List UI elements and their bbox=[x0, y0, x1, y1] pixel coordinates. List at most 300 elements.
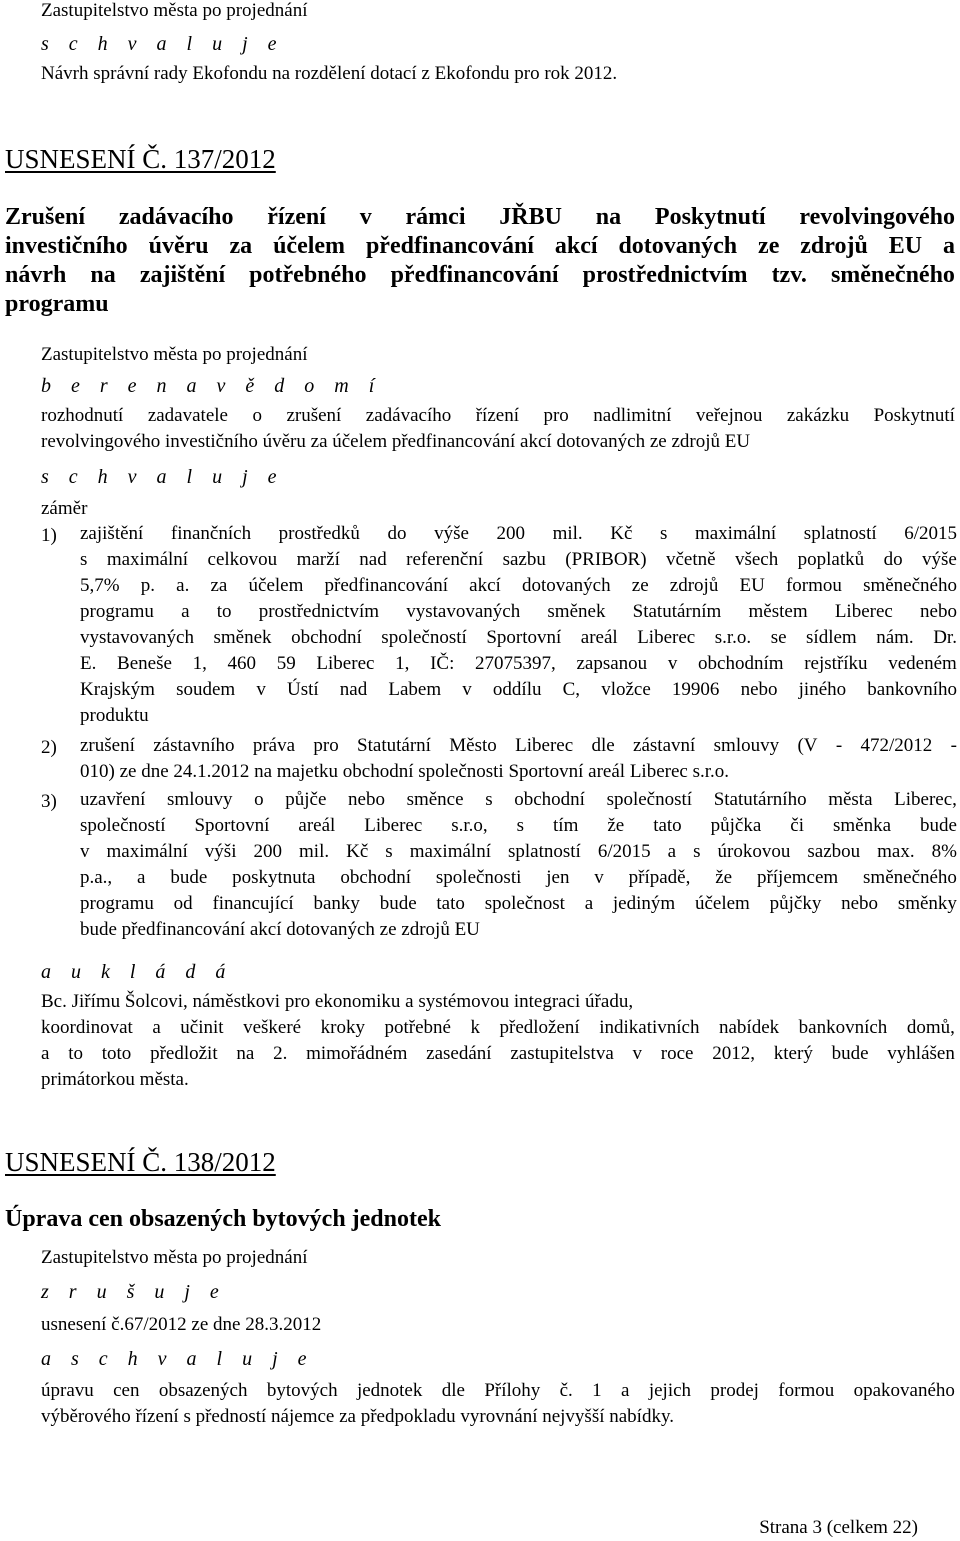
word: že bbox=[715, 867, 733, 888]
text-line bbox=[80, 547, 957, 573]
word: směnek bbox=[213, 627, 272, 648]
word: s bbox=[385, 841, 393, 862]
text-line bbox=[80, 599, 957, 625]
word: v bbox=[359, 204, 372, 230]
word: uzavření bbox=[80, 789, 146, 810]
word: s bbox=[80, 549, 88, 570]
word: Kč bbox=[610, 523, 633, 544]
word: IČ: bbox=[430, 653, 455, 674]
word: návrh bbox=[5, 262, 67, 288]
word: areál bbox=[298, 815, 336, 836]
word: splatností bbox=[508, 841, 581, 862]
word: směnek bbox=[547, 601, 606, 622]
text-line bbox=[80, 891, 957, 917]
word: předfinancování bbox=[324, 575, 448, 596]
word: zástavní bbox=[633, 735, 696, 756]
resolution-title-line bbox=[5, 203, 955, 232]
word: učinit bbox=[180, 1017, 224, 1038]
word: domů, bbox=[906, 1017, 955, 1038]
word: dotovaných bbox=[521, 575, 611, 596]
word: 472/2012 bbox=[860, 735, 933, 756]
word: programu bbox=[80, 893, 154, 914]
approved-proposal: Návrh správní rady Ekofondu na rozdělení dotací z Ekofondu pro rok 2012. bbox=[41, 63, 618, 84]
word: účelem bbox=[694, 893, 750, 914]
text-line: Bc. Jiřímu Šolcovi, náměstkovi pro ekonomiku a systémovou integraci úřadu, bbox=[41, 991, 634, 1012]
word: zakázku bbox=[786, 405, 850, 426]
word: potřebné bbox=[384, 1017, 451, 1038]
word: max. bbox=[877, 841, 915, 862]
text-line: revolvingového investičního úvěru za účelem předfinancování akcí dotovaných ze zdrojů EU bbox=[41, 431, 751, 452]
word: v bbox=[667, 653, 678, 674]
item-number: 1) bbox=[41, 525, 57, 546]
word: 2012, bbox=[712, 1043, 756, 1064]
word: výše bbox=[922, 549, 957, 570]
approval-text bbox=[41, 1378, 955, 1430]
word: kroky bbox=[320, 1017, 365, 1038]
verb-cancels: z r u š u j e bbox=[41, 1281, 227, 1303]
word: Liberec bbox=[637, 627, 696, 648]
word: úpravu bbox=[41, 1380, 94, 1401]
word: a bbox=[942, 233, 955, 259]
word: Statutární bbox=[357, 735, 431, 756]
word: případě, bbox=[628, 867, 691, 888]
word: toto bbox=[101, 1043, 132, 1064]
word: jen bbox=[546, 867, 570, 888]
intent-label: záměr bbox=[41, 498, 88, 519]
text-line: výběrového řízení s předností nájemce za předpokladu vyrovnání nejvyšší nabídky. bbox=[41, 1406, 674, 1427]
word: ze bbox=[758, 233, 780, 259]
word: banky bbox=[313, 893, 360, 914]
word: Liberec bbox=[515, 735, 574, 756]
word: ze bbox=[631, 575, 649, 596]
word: do bbox=[387, 523, 407, 544]
word: - bbox=[950, 735, 957, 756]
word: účelem bbox=[273, 233, 346, 259]
word: soudem bbox=[176, 679, 236, 700]
word: referenční bbox=[406, 549, 484, 570]
word: od bbox=[173, 893, 193, 914]
word: s bbox=[693, 841, 701, 862]
text-line bbox=[80, 677, 957, 703]
word: půjčka bbox=[710, 815, 762, 836]
item-text bbox=[80, 733, 957, 785]
word: p.a., bbox=[80, 867, 113, 888]
word: formou bbox=[778, 1380, 835, 1401]
word: financující bbox=[212, 893, 294, 914]
word: sazbu bbox=[502, 549, 546, 570]
word: 5,7% bbox=[80, 575, 120, 596]
word: rejstříku bbox=[804, 653, 868, 674]
word: rozhodnutí bbox=[41, 405, 124, 426]
word: města bbox=[828, 789, 873, 810]
word: opakovaného bbox=[853, 1380, 955, 1401]
page-number: Strana 3 (celkem 22) bbox=[759, 1517, 918, 1538]
word: bude bbox=[170, 867, 208, 888]
word: obsazených bbox=[158, 1380, 248, 1401]
word: vystavovaných bbox=[406, 601, 521, 622]
word: Zrušení bbox=[5, 204, 86, 230]
word: bude bbox=[831, 1043, 869, 1064]
taken-note-text bbox=[41, 403, 955, 455]
word: úvěru bbox=[148, 233, 209, 259]
word: tzv. bbox=[771, 262, 807, 288]
word: předfinancování bbox=[365, 233, 534, 259]
word: Kč bbox=[346, 841, 369, 862]
word: areál bbox=[580, 627, 618, 648]
text-line bbox=[80, 813, 957, 839]
word: revolvingového bbox=[799, 204, 955, 230]
word: směnce bbox=[406, 789, 464, 810]
word: roce bbox=[660, 1043, 694, 1064]
word: a. bbox=[176, 575, 190, 596]
text-line bbox=[41, 1041, 955, 1067]
verb-assigns: a u k l á d á bbox=[41, 961, 233, 983]
assignment-text bbox=[41, 989, 955, 1093]
resolution-title-line: programu bbox=[5, 291, 109, 317]
word: obchodní bbox=[291, 627, 362, 648]
council-intro: Zastupitelstvo města po projednání bbox=[41, 344, 308, 365]
word: s bbox=[659, 523, 668, 544]
word: směnečného bbox=[830, 262, 955, 288]
word: - bbox=[835, 735, 843, 756]
word: nadlimitní bbox=[593, 405, 672, 426]
word: za bbox=[229, 233, 253, 259]
word: o bbox=[252, 405, 262, 426]
word: Labem bbox=[388, 679, 442, 700]
word: Liberec bbox=[834, 601, 893, 622]
word: zadavatele bbox=[147, 405, 228, 426]
word: se bbox=[770, 627, 787, 648]
word: bankovního bbox=[867, 679, 957, 700]
word: oddílu bbox=[492, 679, 542, 700]
word: mimořádném bbox=[306, 1043, 408, 1064]
word: společnost bbox=[484, 893, 565, 914]
word: finančních bbox=[170, 523, 252, 544]
word: splatností bbox=[803, 523, 877, 544]
word: obchodní bbox=[340, 867, 412, 888]
word: Dr. bbox=[933, 627, 957, 648]
resolution-heading: USNESENÍ Č. 138/2012 bbox=[5, 1147, 276, 1177]
word: nad bbox=[339, 679, 368, 700]
verb-takes-note: b e r e n a v ě d o m í bbox=[41, 375, 382, 397]
word: a bbox=[137, 867, 146, 888]
word: nad bbox=[359, 549, 387, 570]
word: pro bbox=[313, 735, 339, 756]
word: řízení bbox=[475, 405, 519, 426]
word: 1, bbox=[395, 653, 410, 674]
word: 200 bbox=[496, 523, 525, 544]
word: bude bbox=[379, 893, 417, 914]
council-intro: Zastupitelstvo města po projednání bbox=[41, 1247, 308, 1268]
word: (V bbox=[797, 735, 818, 756]
word: či bbox=[790, 815, 804, 836]
word: 1 bbox=[592, 1380, 602, 1401]
word: maximální bbox=[694, 523, 777, 544]
cancelled-resolution: usnesení č.67/2012 ze dne 28.3.2012 bbox=[41, 1314, 322, 1335]
word: EU bbox=[888, 233, 923, 259]
word: na bbox=[236, 1043, 255, 1064]
word: směnky bbox=[897, 893, 957, 914]
item-number: 2) bbox=[41, 737, 57, 758]
word: Liberec bbox=[364, 815, 423, 836]
text-line: primátorkou města. bbox=[41, 1069, 189, 1090]
word: akcí bbox=[469, 575, 501, 596]
word: (PRIBOR) bbox=[565, 549, 647, 570]
word: tato bbox=[653, 815, 682, 836]
word: nebo bbox=[841, 893, 879, 914]
word: 6/2015 bbox=[597, 841, 651, 862]
resolution-title bbox=[5, 203, 955, 319]
word: obchodním bbox=[698, 653, 784, 674]
word: za bbox=[210, 575, 228, 596]
word: zajištění bbox=[139, 262, 226, 288]
word: indikativních bbox=[599, 1017, 700, 1038]
word: společností bbox=[606, 789, 693, 810]
word: k bbox=[470, 1017, 480, 1038]
verb-and-approves: a s c h v a l u j e bbox=[41, 1348, 315, 1370]
word: půjčky bbox=[769, 893, 822, 914]
word: EU bbox=[739, 575, 765, 596]
word: potřebného bbox=[249, 262, 367, 288]
word: Beneše bbox=[117, 653, 172, 674]
word: vyhlášen bbox=[887, 1043, 955, 1064]
word: mil. bbox=[299, 841, 330, 862]
word: 200 bbox=[253, 841, 282, 862]
word: v bbox=[594, 867, 604, 888]
text-line: bude předfinancování akcí dotovaných ze zdrojů EU bbox=[80, 919, 480, 940]
word: maximální bbox=[106, 549, 189, 570]
word: prostřednictvím bbox=[582, 262, 748, 288]
word: na bbox=[595, 204, 622, 230]
word: nám. bbox=[876, 627, 914, 648]
resolution-title-line bbox=[5, 232, 955, 261]
word: zastupitelstva bbox=[510, 1043, 614, 1064]
word: Sportovní bbox=[194, 815, 270, 836]
text-line: produktu bbox=[80, 705, 149, 726]
item-text bbox=[80, 787, 957, 943]
word: formou bbox=[785, 575, 842, 596]
word: Statutárního bbox=[713, 789, 807, 810]
word: městem bbox=[748, 601, 808, 622]
word: koordinovat bbox=[41, 1017, 133, 1038]
word: nebo bbox=[920, 601, 957, 622]
word: obchodní bbox=[514, 789, 585, 810]
word: mil. bbox=[552, 523, 583, 544]
word: p. bbox=[140, 575, 155, 596]
word: maximální bbox=[106, 841, 188, 862]
word: maximální bbox=[409, 841, 491, 862]
text-line bbox=[80, 839, 957, 865]
word: Město bbox=[449, 735, 497, 756]
word: sazbou bbox=[807, 841, 861, 862]
word: společností bbox=[381, 627, 467, 648]
word: cen bbox=[113, 1380, 140, 1401]
word: a bbox=[584, 893, 594, 914]
word: prostředků bbox=[278, 523, 360, 544]
word: jednotek bbox=[356, 1380, 423, 1401]
word: že bbox=[607, 815, 625, 836]
word: programu bbox=[80, 601, 154, 622]
word: společností bbox=[80, 815, 166, 836]
word: Sportovní bbox=[486, 627, 562, 648]
word: s bbox=[516, 815, 525, 836]
word: nabídek bbox=[718, 1017, 780, 1038]
word: zadávacího bbox=[118, 204, 234, 230]
word: akcí bbox=[554, 233, 598, 259]
word: zrušení bbox=[80, 735, 135, 756]
word: celkovou bbox=[207, 549, 278, 570]
resolution-heading: USNESENÍ Č. 137/2012 bbox=[5, 144, 276, 174]
word: smlouvy bbox=[167, 789, 233, 810]
word: společnosti bbox=[435, 867, 522, 888]
item-text bbox=[80, 521, 957, 729]
word: bude bbox=[919, 815, 957, 836]
word: rámci bbox=[405, 204, 466, 230]
word: zrušení bbox=[286, 405, 342, 426]
word: C, bbox=[562, 679, 581, 700]
word: 19906 bbox=[671, 679, 720, 700]
word: Ústí bbox=[286, 679, 319, 700]
word: zasedání bbox=[426, 1043, 492, 1064]
word: výši bbox=[204, 841, 237, 862]
text-line: 010) ze dne 24.1.2012 na majetku obchodní společnosti Sportovní areál Liberec s.r.o. bbox=[80, 761, 730, 782]
word: dle bbox=[441, 1380, 465, 1401]
word: včetně bbox=[665, 549, 716, 570]
word: jiného bbox=[798, 679, 847, 700]
word: poplatků bbox=[797, 549, 865, 570]
word: 59 bbox=[276, 653, 296, 674]
text-line bbox=[41, 1378, 955, 1404]
text-line bbox=[80, 865, 957, 891]
word: zdrojů bbox=[800, 233, 868, 259]
word: vložce bbox=[601, 679, 651, 700]
text-line bbox=[80, 787, 957, 813]
word: půjče bbox=[285, 789, 327, 810]
word: poskytnuta bbox=[232, 867, 316, 888]
word: 460 bbox=[227, 653, 257, 674]
word: zajištění bbox=[80, 523, 144, 544]
item-number: 3) bbox=[41, 791, 57, 812]
word: pro bbox=[543, 405, 569, 426]
word: 8% bbox=[931, 841, 957, 862]
word: investičního bbox=[5, 233, 128, 259]
word: v bbox=[462, 679, 472, 700]
word: s bbox=[485, 789, 493, 810]
verb-approves: s c h v a l u j e bbox=[41, 33, 285, 55]
word: tato bbox=[436, 893, 465, 914]
word: bankovních bbox=[798, 1017, 888, 1038]
word: jediným bbox=[612, 893, 676, 914]
word: příjemcem bbox=[756, 867, 839, 888]
text-line bbox=[80, 625, 957, 651]
word: předložit bbox=[150, 1043, 218, 1064]
resolution-title-line bbox=[5, 261, 955, 290]
text-line bbox=[41, 403, 955, 429]
verb-approves: s c h v a l u j e bbox=[41, 466, 285, 488]
word: vedeném bbox=[888, 653, 957, 674]
word: 27075397, bbox=[475, 653, 556, 674]
word: vystavovaných bbox=[80, 627, 194, 648]
word: účelem bbox=[248, 575, 304, 596]
word: který bbox=[773, 1043, 813, 1064]
text-line bbox=[80, 573, 957, 599]
word: smlouvy bbox=[713, 735, 780, 756]
word: Poskytnutí bbox=[873, 405, 955, 426]
word: marží bbox=[296, 549, 340, 570]
word: a bbox=[181, 601, 190, 622]
word: a bbox=[667, 841, 677, 862]
word: zdrojů bbox=[669, 575, 719, 596]
word: s.r.o. bbox=[714, 627, 752, 648]
word: to bbox=[216, 601, 232, 622]
word: Poskytnutí bbox=[654, 204, 766, 230]
word: řízení bbox=[267, 204, 326, 230]
word: 6/2015 bbox=[904, 523, 957, 544]
council-intro: Zastupitelstvo města po projednání bbox=[41, 0, 308, 21]
word: směnečného bbox=[863, 867, 957, 888]
word: veškeré bbox=[243, 1017, 302, 1038]
word: dle bbox=[591, 735, 615, 756]
word: Krajským bbox=[80, 679, 155, 700]
resolution-title: Úprava cen obsazených bytových jednotek bbox=[5, 1206, 441, 1232]
text-line bbox=[80, 733, 957, 759]
word: v bbox=[80, 841, 90, 862]
word: Statutárním bbox=[632, 601, 722, 622]
word: zapsanou bbox=[576, 653, 648, 674]
word: a bbox=[41, 1043, 50, 1064]
word: Přílohy bbox=[484, 1380, 541, 1401]
word: předložení bbox=[499, 1017, 580, 1038]
word: směnka bbox=[832, 815, 892, 836]
word: č. bbox=[559, 1380, 573, 1401]
word: Liberec bbox=[316, 653, 375, 674]
word: směnečného bbox=[863, 575, 957, 596]
word: E. bbox=[80, 653, 97, 674]
text-line bbox=[41, 1015, 955, 1041]
word: tím bbox=[553, 815, 579, 836]
word: sídlem bbox=[806, 627, 857, 648]
word: Liberec, bbox=[894, 789, 957, 810]
word: zástavního bbox=[153, 735, 235, 756]
text-line bbox=[80, 651, 957, 677]
word: úrokovou bbox=[717, 841, 791, 862]
word: JŘBU bbox=[499, 204, 562, 230]
word: nebo bbox=[740, 679, 778, 700]
word: o bbox=[254, 789, 264, 810]
word: v bbox=[632, 1043, 643, 1064]
word: do bbox=[883, 549, 903, 570]
word: 2. bbox=[273, 1043, 288, 1064]
word: jejich bbox=[648, 1380, 692, 1401]
word: na bbox=[90, 262, 116, 288]
word: s.r.o, bbox=[451, 815, 488, 836]
text-line bbox=[80, 521, 957, 547]
word: nebo bbox=[348, 789, 385, 810]
word: a bbox=[621, 1380, 630, 1401]
word: dotovaných bbox=[618, 233, 738, 259]
word: a bbox=[152, 1017, 161, 1038]
word: předfinancování bbox=[390, 262, 559, 288]
word: prostřednictvím bbox=[258, 601, 380, 622]
word: výše bbox=[434, 523, 469, 544]
word: zadávacího bbox=[365, 405, 452, 426]
word: v bbox=[256, 679, 266, 700]
word: všech bbox=[734, 549, 779, 570]
word: prodej bbox=[710, 1380, 759, 1401]
word: práva bbox=[252, 735, 296, 756]
word: bytových bbox=[266, 1380, 338, 1401]
word: veřejnou bbox=[695, 405, 763, 426]
